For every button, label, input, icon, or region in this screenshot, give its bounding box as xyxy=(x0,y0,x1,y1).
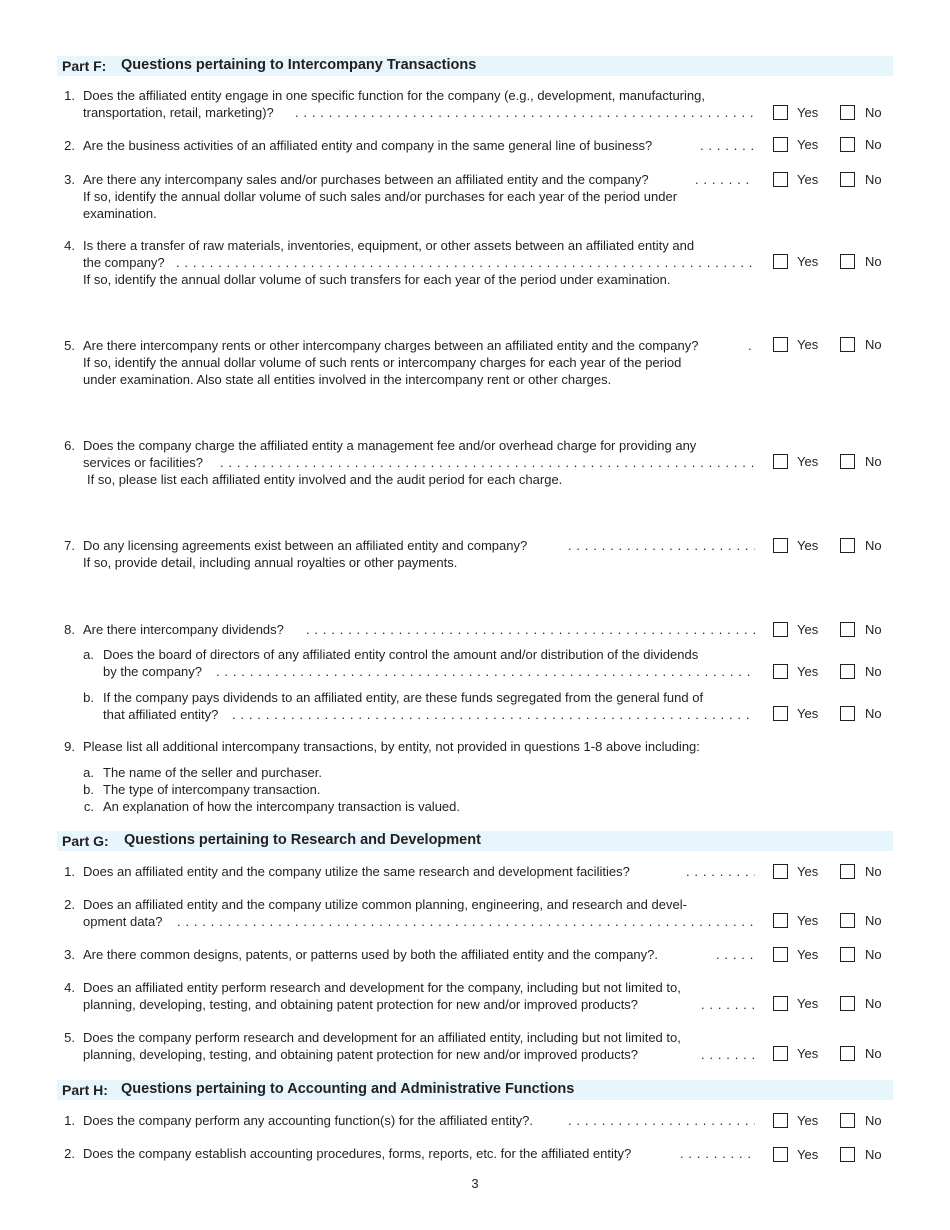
no-label: No xyxy=(865,1046,882,1061)
no-checkbox[interactable] xyxy=(840,337,855,352)
yes-label: Yes xyxy=(797,1113,819,1128)
yes-checkbox[interactable] xyxy=(773,1113,788,1128)
question-text: Does the company establish accounting procedures, forms, reports, etc. for the affiliated entity? xyxy=(83,1146,632,1161)
question-number: 2. xyxy=(64,138,75,153)
yes-checkbox[interactable] xyxy=(773,172,788,187)
no-checkbox[interactable] xyxy=(840,947,855,962)
no-checkbox[interactable] xyxy=(840,105,855,120)
yes-checkbox[interactable] xyxy=(773,664,788,679)
part-h-header xyxy=(57,1080,893,1100)
question-number: 9. xyxy=(64,739,75,754)
no-label: No xyxy=(865,337,882,352)
yes-label: Yes xyxy=(797,172,819,187)
question-text: Does the company perform research and development for an affiliated entity, including but not limited to, xyxy=(83,1030,681,1045)
no-label: No xyxy=(865,538,882,553)
question-number: 1. xyxy=(64,864,75,879)
part-h-title: Questions pertaining to Accounting and Administrative Functions xyxy=(121,1081,575,1097)
yes-checkbox[interactable] xyxy=(773,137,788,152)
dot-leader xyxy=(568,1112,755,1129)
no-label: No xyxy=(865,864,882,879)
question-text: If so, please list each affiliated entity involved and the audit period for each charge. xyxy=(87,472,563,487)
dot-leader xyxy=(568,537,755,554)
question-text: transportation, retail, marketing)? xyxy=(83,105,274,120)
list-item: The name of the seller and purchaser. xyxy=(103,765,322,780)
question-number: 6. xyxy=(64,438,75,453)
dot-leader xyxy=(216,663,755,680)
page-number: 3 xyxy=(471,1176,479,1191)
yes-checkbox[interactable] xyxy=(773,913,788,928)
list-item-marker: b. xyxy=(83,782,94,797)
no-checkbox[interactable] xyxy=(840,172,855,187)
question-text: If so, identify the annual dollar volume of such sales and/or purchases for each year of the period under xyxy=(83,189,678,204)
no-checkbox[interactable] xyxy=(840,254,855,269)
part-f-title: Questions pertaining to Intercompany Transactions xyxy=(121,57,477,73)
yes-checkbox[interactable] xyxy=(773,864,788,879)
no-checkbox[interactable] xyxy=(840,706,855,721)
part-g-label: Part G: xyxy=(62,833,109,849)
question-text: by the company? xyxy=(103,664,203,679)
question-text: opment data? xyxy=(83,914,163,929)
question-text: the company? xyxy=(83,255,165,270)
part-f-label: Part F: xyxy=(62,58,107,74)
yes-checkbox[interactable] xyxy=(773,1046,788,1061)
question-text: If the company pays dividends to an affiliated entity, are these funds segregated from the general fund of xyxy=(103,690,704,705)
question-text: Are there any intercompany sales and/or purchases between an affiliated entity and the company? xyxy=(83,172,649,187)
part-g-title: Questions pertaining to Research and Development xyxy=(124,832,481,848)
yes-label: Yes xyxy=(797,1147,819,1162)
no-label: No xyxy=(865,172,882,187)
no-checkbox[interactable] xyxy=(840,538,855,553)
question-text: planning, developing, testing, and obtaining patent protection for new and/or improved products? xyxy=(83,1047,639,1062)
yes-checkbox[interactable] xyxy=(773,947,788,962)
no-checkbox[interactable] xyxy=(840,1046,855,1061)
yes-checkbox[interactable] xyxy=(773,454,788,469)
question-text: Does the board of directors of any affiliated entity control the amount and/or distribution of the dividends xyxy=(103,647,699,662)
question-text: Does the company charge the affiliated entity a management fee and/or overhead charge for providing any xyxy=(83,438,697,453)
question-text: services or facilities? xyxy=(83,455,203,470)
no-label: No xyxy=(865,254,882,269)
yes-label: Yes xyxy=(797,1046,819,1061)
question-text: Does an affiliated entity and the company utilize common planning, engineering, and research and devel- xyxy=(83,897,687,912)
question-text: If so, identify the annual dollar volume of such rents or intercompany charges for each year of the period xyxy=(83,355,682,370)
no-checkbox[interactable] xyxy=(840,454,855,469)
dot-leader xyxy=(306,621,755,638)
yes-checkbox[interactable] xyxy=(773,337,788,352)
no-checkbox[interactable] xyxy=(840,1147,855,1162)
no-label: No xyxy=(865,947,882,962)
yes-label: Yes xyxy=(797,105,819,120)
dot-leader xyxy=(295,104,755,121)
dot-leader xyxy=(748,337,756,354)
part-h-label: Part H: xyxy=(62,1082,108,1098)
yes-checkbox[interactable] xyxy=(773,622,788,637)
no-checkbox[interactable] xyxy=(840,996,855,1011)
question-number: 2. xyxy=(64,897,75,912)
question-number: 2. xyxy=(64,1146,75,1161)
yes-label: Yes xyxy=(797,706,819,721)
dot-leader xyxy=(701,996,755,1013)
dot-leader xyxy=(232,706,755,723)
yes-label: Yes xyxy=(797,913,819,928)
no-checkbox[interactable] xyxy=(840,913,855,928)
no-label: No xyxy=(865,137,882,152)
yes-checkbox[interactable] xyxy=(773,105,788,120)
question-text: Are there intercompany dividends? xyxy=(83,622,284,637)
question-number: 5. xyxy=(64,338,75,353)
question-text: Are there intercompany rents or other intercompany charges between an affiliated entity and the company? xyxy=(83,338,699,353)
yes-label: Yes xyxy=(797,664,819,679)
no-checkbox[interactable] xyxy=(840,137,855,152)
no-checkbox[interactable] xyxy=(840,864,855,879)
no-checkbox[interactable] xyxy=(840,1113,855,1128)
question-text: Are the business activities of an affiliated entity and company in the same general line of business? xyxy=(83,138,653,153)
list-item-marker: c. xyxy=(83,799,94,814)
question-number: 1. xyxy=(64,88,75,103)
yes-label: Yes xyxy=(797,622,819,637)
no-label: No xyxy=(865,622,882,637)
no-label: No xyxy=(865,996,882,1011)
question-text: Please list all additional intercompany transactions, by entity, not provided in questions 1-8 above including: xyxy=(83,739,700,754)
no-label: No xyxy=(865,1113,882,1128)
question-text: examination. xyxy=(83,206,157,221)
no-label: No xyxy=(865,664,882,679)
dot-leader xyxy=(701,1046,755,1063)
dot-leader xyxy=(695,171,755,188)
yes-label: Yes xyxy=(797,254,819,269)
yes-label: Yes xyxy=(797,337,819,352)
no-label: No xyxy=(865,105,882,120)
question-number: 3. xyxy=(64,172,75,187)
yes-label: Yes xyxy=(797,454,819,469)
no-label: No xyxy=(865,913,882,928)
no-label: No xyxy=(865,1147,882,1162)
question-number: 7. xyxy=(64,538,75,553)
question-number: 8. xyxy=(64,622,75,637)
question-text: Is there a transfer of raw materials, inventories, equipment, or other assets between an affiliated entity and xyxy=(83,238,695,253)
question-number: 1. xyxy=(64,1113,75,1128)
question-text: Does an affiliated entity perform research and development for the company, including but not limited to, xyxy=(83,980,681,995)
yes-checkbox[interactable] xyxy=(773,706,788,721)
yes-label: Yes xyxy=(797,538,819,553)
question-text: Does the company perform any accounting function(s) for the affiliated entity?. xyxy=(83,1113,533,1128)
question-text: Do any licensing agreements exist between an affiliated entity and company? xyxy=(83,538,528,553)
part-g-header xyxy=(57,831,893,851)
question-text: If so, identify the annual dollar volume of such transfers for each year of the period under examination. xyxy=(83,272,671,287)
dot-leader xyxy=(680,1145,755,1162)
yes-checkbox[interactable] xyxy=(773,538,788,553)
list-item: An explanation of how the intercompany transaction is valued. xyxy=(103,799,460,814)
no-checkbox[interactable] xyxy=(840,622,855,637)
dot-leader xyxy=(686,863,755,880)
dot-leader xyxy=(700,137,755,154)
no-checkbox[interactable] xyxy=(840,664,855,679)
question-number: 3. xyxy=(64,947,75,962)
no-label: No xyxy=(865,454,882,469)
yes-label: Yes xyxy=(797,864,819,879)
yes-label: Yes xyxy=(797,996,819,1011)
question-text: that affiliated entity? xyxy=(103,707,219,722)
yes-checkbox[interactable] xyxy=(773,254,788,269)
question-number: 4. xyxy=(64,238,75,253)
dot-leader xyxy=(177,913,755,930)
question-text: Does the affiliated entity engage in one specific function for the company (e.g., development, manufacturing, xyxy=(83,88,705,103)
question-number: 5. xyxy=(64,1030,75,1045)
part-f-header xyxy=(57,56,893,76)
dot-leader xyxy=(220,454,755,471)
question-number: a. xyxy=(83,647,94,662)
yes-checkbox[interactable] xyxy=(773,996,788,1011)
question-number: b. xyxy=(83,690,94,705)
question-text: planning, developing, testing, and obtaining patent protection for new and/or improved products? xyxy=(83,997,639,1012)
no-label: No xyxy=(865,706,882,721)
question-text: Are there common designs, patents, or patterns used by both the affiliated entity and the company?. xyxy=(83,947,658,962)
question-text: If so, provide detail, including annual royalties or other payments. xyxy=(83,555,458,570)
dot-leader xyxy=(716,946,755,963)
list-item-marker: a. xyxy=(83,765,94,780)
question-text: under examination. Also state all entities involved in the intercompany rent or other charges. xyxy=(83,372,612,387)
yes-checkbox[interactable] xyxy=(773,1147,788,1162)
yes-label: Yes xyxy=(797,137,819,152)
dot-leader xyxy=(176,254,755,271)
list-item: The type of intercompany transaction. xyxy=(103,782,321,797)
question-number: 4. xyxy=(64,980,75,995)
yes-label: Yes xyxy=(797,947,819,962)
question-text: Does an affiliated entity and the company utilize the same research and development facilities? xyxy=(83,864,630,879)
